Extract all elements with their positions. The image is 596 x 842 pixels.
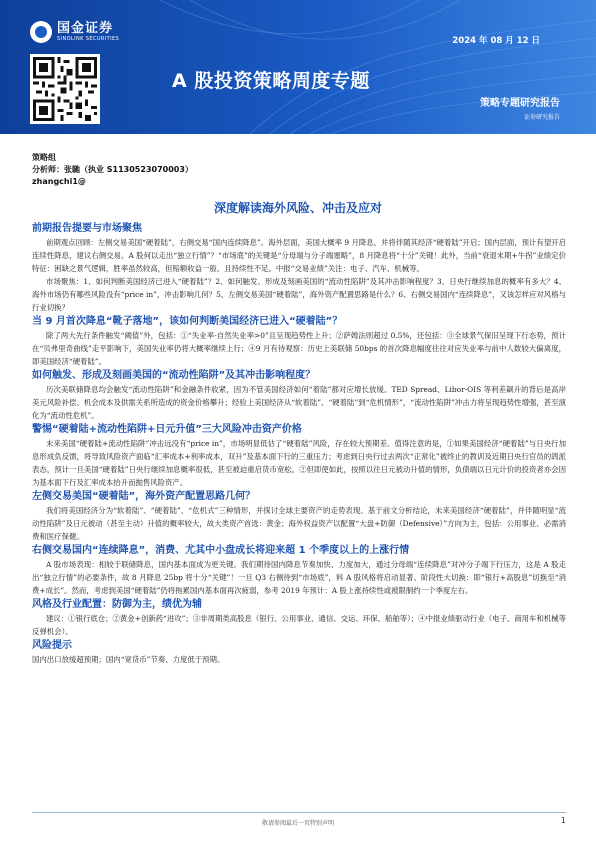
section-overseas-allocation (32, 490, 566, 543)
section-paragraph: 前期观点回顾：左侧交易美国“硬着陆”，右侧交易“国内连续降息”。海外层面，美国大概率 9 月降息，并将伴随其经济“硬着陆”开启；国内层面，预计有望开启连续性降息，建议右侧交易。A 股何以走出“独立行情”？“市场底”的关键是“分母端与分子端塞略”，8 月降息将“十分”关键！此外，当前“衰退末期+牛拐”业绩定价特征：困缺之景气逻辑，胜率虽然较高，但赔额收益一般、且持续性不足。中报“交易业绩”关注：电子、汽车、机械等。 (32, 238, 566, 273)
analyst-name: 分析师：张馳（执业 S1130523070003） (32, 165, 193, 174)
logo-cn: 国金证券 (57, 20, 114, 36)
section-paragraph: 市场聚焦：1、如何判断美国经济已进入“硬着陆”？2、如何触发、形成及刻画美国的“流动性陷阱”及其冲击影响程度？3、日央行继续加息的概率有多大？4、海外市场仍有哪些风险没有“price in”，冲击影响几何？5、左侧交易美国“硬着陆”，海外资产配置思路是什么？6、右侧交易国内“连续降息”，又该怎样应对风格与行业切换？ (32, 277, 566, 312)
section-three-risks (32, 423, 566, 489)
section-heading: 前期报告提要与市场聚焦 (32, 223, 142, 234)
section-paragraph: 历次美联储降息均会触发“流动性陷阱”和金融条件收紧，因为不管美国经济如何“着陆”都对应增长放缓。TED Spread、Libor-OIS 等利差飙升的背后是高岸美元风险补偿、机会成本及供需关系所造成的资金价格攀升；经验上美国经济从“软着陆”、“硬着陆”到“危机情形”，“流动性陷阱”冲击力将呈现趋势性增强，甚至演化为“流动性危机”。 (32, 385, 566, 420)
section-paragraph: 除了两大先行条件触发“阈值”外，包括：①“失业率-自然失业率>0”且呈现趋势性上升；②萨姆法则超过 0.5%，还包括：③全球景气保旧呈现下行态势，预计在“贝弗里奇曲线”走平影响下，美国失业率仍将大概率继续上行；④9 月有待观察：历史上美联储 50bps 的首次降息幅度往往对应失业率与前中人数较大偏离度，即美国经济“硬着陆”。 (32, 331, 566, 366)
logo-text (57, 22, 119, 43)
report-title: A 股投资策略周度专题 (172, 70, 370, 92)
footer-divider (32, 812, 566, 813)
company-logo (30, 21, 119, 43)
section-hard-landing (32, 315, 566, 368)
section-paragraph: 未来美国“硬着陆+流动性陷阱”冲击远没有“price in”，市场明显低估了“硬着陆”风险，存在较大预期差。值得注意的是，①如果美国经济“硬着陆”与日央行加息形成负反馈，将导致风险资产面临“汇率成本+利率成本，双升”及基本面下行的三重压力；考虑到日央行过去两次“正常化”被终止的教训及近期日央行官员的鸽派表态，预计一旦美国“硬着陆”日央行继续加息概率很低，甚至被迫重启货币宽松。②但即使如此，按照以往日元被动升值的情形，负债端以日元计价的投资者亦会因为基本面下行及汇率成本抬升而抛售风险资产。 (32, 439, 566, 487)
section-domestic-rate-cut (32, 544, 566, 597)
footer-disclaimer: 敬请参阅最后一页特别声明 (261, 820, 334, 827)
section-style-allocation (32, 598, 566, 638)
logo-icon (30, 21, 52, 43)
section-risk-warning (32, 639, 566, 666)
article-body (32, 221, 566, 666)
section-heading: 风格及行业配置：防御为主，绩优为辅 (32, 599, 202, 610)
section-heading: 风险提示 (32, 640, 72, 651)
report-date: 2024 年 08 月 12 日 (452, 36, 540, 46)
analyst-group: 策略组 (32, 153, 56, 162)
section-liquidity-trap (32, 369, 566, 422)
section-heading: 左侧交易美国“硬着陆”，海外资产配置思路几何？ (32, 491, 256, 502)
section-heading: 当 9 月首次降息“靴子落地”，该如何判断美国经济已进入“硬着陆”？ (32, 316, 343, 327)
section-paragraph: 我们将美国经济分为“软着陆”、“硬着陆”、“危机式”三种情形，并探讨全球主要资产的走势表现。基于前文分析结论，未来美国经济“硬着陆”，并伴随明显“流动性陷阱”及日元被动（甚至主动）升值的概率较大，故大类资产首选：黄金；海外权益资产以配置“大盘+防御（Defensive）”方向为主，包括：公用事业、必需消费和医疗保健。 (32, 506, 566, 541)
section-paragraph: 建议：①银行底仓；②黄金+创新药“进攻”；③非周期类高股息（银行、公用事业、通信、交运、环保、船舶等）；④中报业绩驱动行业（电子、商用车和机械等反弹机会）。 (32, 614, 567, 636)
report-subtype: 证券研究报告 (523, 114, 560, 121)
section-heading: 如何触发、形成及刻画美国的“流动性陷阱”及其冲击影响程度？ (32, 370, 316, 381)
analyst-email: zhangchi1@ (32, 177, 86, 186)
report-type: 策略专题研究报告 (480, 98, 560, 109)
section-paragraph: A 股市场表现：相较于联储降息，国内基本面成为更关键。我们期待国内降息节奏加快、力度加大，通过分母端“连续降息”对冲分子端下行压力，这是 A 股走出“独立行情”的必要条件，故 8 月降息 25bp 将十分“关键”！一旦 Q3 右侧待到“市场底”，料 A 股风格将启动显著、阶段性大切换：即“银行+高股息”切换至“消费+成长”。然而，考虑到美国“硬着陆”仍将拖累国内基本面再次疲弱，参考 2019 年预计：A 股上涨持续性或被限制约一个季度左右。 (32, 560, 566, 595)
analyst-block (32, 152, 193, 188)
page-number: 1 (560, 816, 566, 825)
section-paragraph: 国内出口放缓超预期；国内“宽货币”节奏、力度低于预期。 (32, 655, 225, 664)
section-report-summary (32, 222, 566, 314)
qr-code-icon (33, 57, 97, 121)
section-heading: 警惕“硬着陆+流动性陷阱+日元升值”三大风险冲击资产价格 (32, 424, 302, 435)
qr-code (30, 54, 100, 124)
article-title: 深度解读海外风险、冲击及应对 (213, 201, 382, 215)
header-banner (0, 0, 596, 134)
section-heading: 右侧交易国内“连续降息”，消费、尤其中小盘成长将迎来超 1 个季度以上的上涨行情 (32, 545, 410, 556)
logo-en: SINOLINK SECURITIES (57, 35, 120, 42)
